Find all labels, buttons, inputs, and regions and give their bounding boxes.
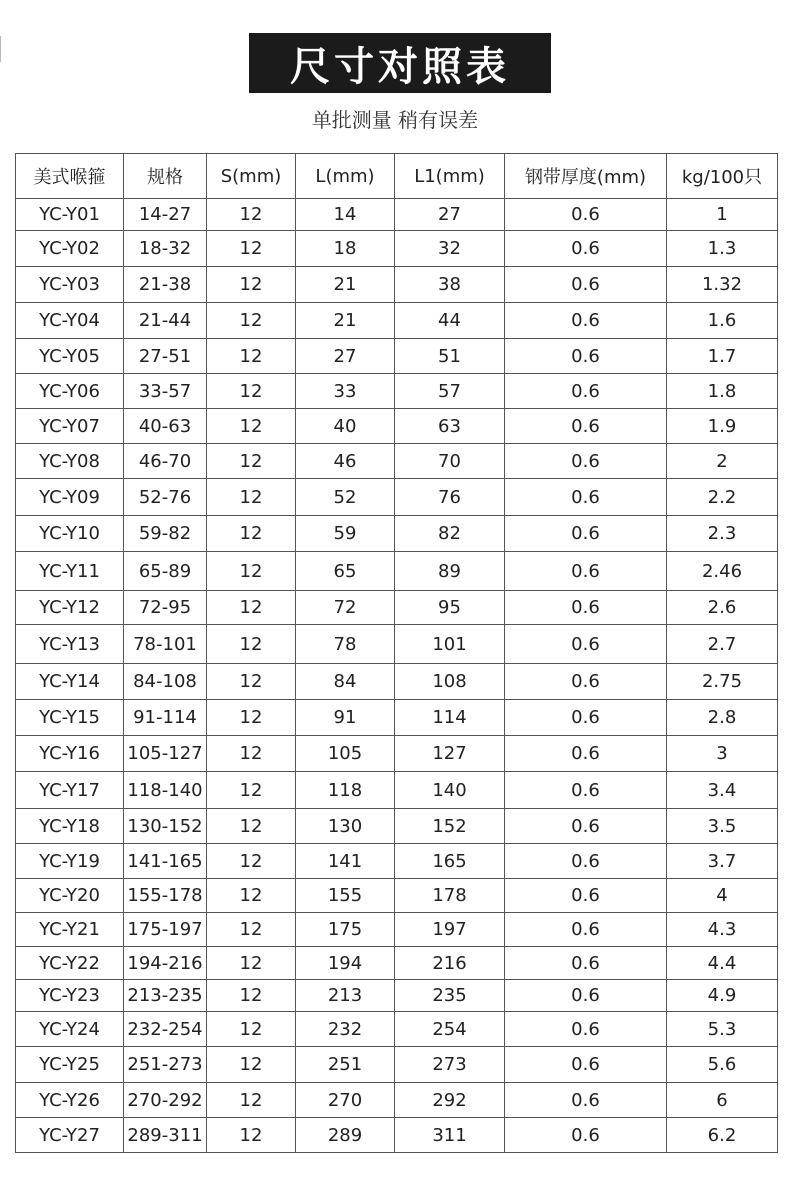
cell-s: 12 (207, 913, 296, 947)
cell-weight: 4.9 (667, 980, 778, 1012)
cell-l: 65 (296, 552, 395, 591)
cell-l: 21 (296, 303, 395, 339)
cell-l1: 89 (395, 552, 505, 591)
cell-weight: 5.6 (667, 1047, 778, 1083)
cell-thickness: 0.6 (505, 844, 667, 879)
cell-model: YC-Y19 (16, 844, 124, 879)
cell-thickness: 0.6 (505, 913, 667, 947)
cell-thickness: 0.6 (505, 552, 667, 591)
cell-weight: 2 (667, 444, 778, 479)
page-title: 尺寸对照表 (249, 33, 551, 93)
cell-thickness: 0.6 (505, 664, 667, 700)
table-row (16, 1047, 778, 1083)
cell-l1: 27 (395, 199, 505, 231)
cell-l: 270 (296, 1083, 395, 1118)
cell-l1: 32 (395, 231, 505, 267)
cell-s: 12 (207, 947, 296, 980)
cell-spec: 194-216 (124, 947, 207, 980)
cell-thickness: 0.6 (505, 1083, 667, 1118)
cell-model: YC-Y22 (16, 947, 124, 980)
table-row (16, 736, 778, 772)
table-row (16, 479, 778, 516)
cell-thickness: 0.6 (505, 980, 667, 1012)
cell-l: 21 (296, 267, 395, 303)
cell-l: 72 (296, 591, 395, 625)
table-header-row (16, 154, 778, 199)
cell-thickness: 0.6 (505, 267, 667, 303)
cell-s: 12 (207, 267, 296, 303)
cell-l: 130 (296, 809, 395, 844)
cell-l1: 82 (395, 516, 505, 552)
cell-thickness: 0.6 (505, 625, 667, 664)
cell-l: 18 (296, 231, 395, 267)
cell-l: 213 (296, 980, 395, 1012)
cell-s: 12 (207, 1083, 296, 1118)
header-l1: L1(mm) (395, 154, 505, 199)
cell-s: 12 (207, 1118, 296, 1153)
cell-weight: 3.4 (667, 772, 778, 809)
cell-s: 12 (207, 303, 296, 339)
cell-spec: 91-114 (124, 700, 207, 736)
cell-s: 12 (207, 879, 296, 913)
cell-s: 12 (207, 516, 296, 552)
cell-model: YC-Y24 (16, 1012, 124, 1047)
cell-weight: 1 (667, 199, 778, 231)
cell-weight: 1.6 (667, 303, 778, 339)
table-row (16, 1083, 778, 1118)
table-row (16, 199, 778, 231)
cell-spec: 46-70 (124, 444, 207, 479)
cell-model: YC-Y17 (16, 772, 124, 809)
cell-model: YC-Y12 (16, 591, 124, 625)
cell-thickness: 0.6 (505, 591, 667, 625)
cell-l: 194 (296, 947, 395, 980)
cell-spec: 84-108 (124, 664, 207, 700)
cell-spec: 155-178 (124, 879, 207, 913)
cell-spec: 175-197 (124, 913, 207, 947)
table-row (16, 809, 778, 844)
cell-spec: 40-63 (124, 409, 207, 444)
cell-model: YC-Y06 (16, 374, 124, 409)
table-row (16, 980, 778, 1012)
cell-thickness: 0.6 (505, 339, 667, 374)
cell-l1: 292 (395, 1083, 505, 1118)
cell-spec: 14-27 (124, 199, 207, 231)
table-row (16, 879, 778, 913)
cell-l1: 311 (395, 1118, 505, 1153)
cell-s: 12 (207, 199, 296, 231)
cell-thickness: 0.6 (505, 516, 667, 552)
cell-l1: 273 (395, 1047, 505, 1083)
cell-l: 118 (296, 772, 395, 809)
cell-l: 84 (296, 664, 395, 700)
cell-s: 12 (207, 809, 296, 844)
cell-thickness: 0.6 (505, 199, 667, 231)
cell-s: 12 (207, 552, 296, 591)
cell-weight: 1.9 (667, 409, 778, 444)
cell-model: YC-Y11 (16, 552, 124, 591)
cell-weight: 4.4 (667, 947, 778, 980)
cell-thickness: 0.6 (505, 879, 667, 913)
header-l: L(mm) (296, 154, 395, 199)
cell-l1: 38 (395, 267, 505, 303)
cell-s: 12 (207, 1047, 296, 1083)
cell-s: 12 (207, 980, 296, 1012)
cell-weight: 4 (667, 879, 778, 913)
cell-l1: 197 (395, 913, 505, 947)
cell-l: 105 (296, 736, 395, 772)
cell-weight: 6.2 (667, 1118, 778, 1153)
cell-l1: 70 (395, 444, 505, 479)
table-row (16, 1012, 778, 1047)
cell-model: YC-Y07 (16, 409, 124, 444)
cell-weight: 4.3 (667, 913, 778, 947)
cell-l1: 127 (395, 736, 505, 772)
cell-weight: 3.5 (667, 809, 778, 844)
cell-l: 52 (296, 479, 395, 516)
cell-thickness: 0.6 (505, 809, 667, 844)
cell-thickness: 0.6 (505, 444, 667, 479)
cell-spec: 105-127 (124, 736, 207, 772)
table-row (16, 303, 778, 339)
table-row (16, 700, 778, 736)
cell-spec: 270-292 (124, 1083, 207, 1118)
cell-spec: 21-38 (124, 267, 207, 303)
cell-spec: 18-32 (124, 231, 207, 267)
table-row (16, 1118, 778, 1153)
cell-l: 40 (296, 409, 395, 444)
cell-spec: 52-76 (124, 479, 207, 516)
cell-thickness: 0.6 (505, 700, 667, 736)
table-row (16, 664, 778, 700)
cell-model: YC-Y16 (16, 736, 124, 772)
size-table (15, 153, 778, 1153)
cell-spec: 251-273 (124, 1047, 207, 1083)
cell-l: 14 (296, 199, 395, 231)
cell-model: YC-Y02 (16, 231, 124, 267)
cell-model: YC-Y05 (16, 339, 124, 374)
cell-thickness: 0.6 (505, 303, 667, 339)
cell-l1: 44 (395, 303, 505, 339)
cell-spec: 289-311 (124, 1118, 207, 1153)
cell-l: 289 (296, 1118, 395, 1153)
cell-thickness: 0.6 (505, 409, 667, 444)
cell-weight: 1.8 (667, 374, 778, 409)
cell-thickness: 0.6 (505, 772, 667, 809)
cell-s: 12 (207, 374, 296, 409)
cell-s: 12 (207, 772, 296, 809)
cell-model: YC-Y13 (16, 625, 124, 664)
cell-l1: 114 (395, 700, 505, 736)
cell-thickness: 0.6 (505, 1047, 667, 1083)
table-row (16, 844, 778, 879)
cell-thickness: 0.6 (505, 374, 667, 409)
header-model: 美式喉箍 (16, 154, 124, 199)
table-row (16, 913, 778, 947)
cell-thickness: 0.6 (505, 736, 667, 772)
cell-model: YC-Y21 (16, 913, 124, 947)
cell-spec: 21-44 (124, 303, 207, 339)
cell-weight: 1.7 (667, 339, 778, 374)
cell-weight: 6 (667, 1083, 778, 1118)
cell-weight: 2.46 (667, 552, 778, 591)
cell-l1: 108 (395, 664, 505, 700)
cell-l: 78 (296, 625, 395, 664)
table-row (16, 516, 778, 552)
table-body (16, 199, 778, 1153)
cell-l: 251 (296, 1047, 395, 1083)
cell-model: YC-Y25 (16, 1047, 124, 1083)
cell-s: 12 (207, 591, 296, 625)
header-spec: 规格 (124, 154, 207, 199)
cell-weight: 2.3 (667, 516, 778, 552)
cell-l: 175 (296, 913, 395, 947)
cell-l: 155 (296, 879, 395, 913)
cell-l1: 152 (395, 809, 505, 844)
cell-model: YC-Y03 (16, 267, 124, 303)
cell-s: 12 (207, 625, 296, 664)
cell-weight: 2.2 (667, 479, 778, 516)
cell-spec: 27-51 (124, 339, 207, 374)
cell-thickness: 0.6 (505, 1118, 667, 1153)
cell-l: 141 (296, 844, 395, 879)
cell-l1: 178 (395, 879, 505, 913)
cell-l1: 95 (395, 591, 505, 625)
cell-l1: 51 (395, 339, 505, 374)
header-weight: kg/100只 (667, 154, 778, 199)
cell-s: 12 (207, 844, 296, 879)
cell-model: YC-Y26 (16, 1083, 124, 1118)
cell-weight: 2.7 (667, 625, 778, 664)
cell-model: YC-Y23 (16, 980, 124, 1012)
table-row (16, 591, 778, 625)
cell-spec: 78-101 (124, 625, 207, 664)
cell-s: 12 (207, 444, 296, 479)
page-subtitle: 单批测量 稍有误差 (311, 108, 479, 132)
table-row (16, 267, 778, 303)
cell-l1: 165 (395, 844, 505, 879)
table-row (16, 409, 778, 444)
cell-l1: 76 (395, 479, 505, 516)
cell-l1: 140 (395, 772, 505, 809)
cell-weight: 3 (667, 736, 778, 772)
cell-model: YC-Y01 (16, 199, 124, 231)
cell-s: 12 (207, 664, 296, 700)
cell-l1: 235 (395, 980, 505, 1012)
table-row (16, 772, 778, 809)
cell-thickness: 0.6 (505, 1012, 667, 1047)
header-s: S(mm) (207, 154, 296, 199)
cell-s: 12 (207, 409, 296, 444)
cell-model: YC-Y15 (16, 700, 124, 736)
cell-spec: 33-57 (124, 374, 207, 409)
cell-l: 59 (296, 516, 395, 552)
cell-l1: 63 (395, 409, 505, 444)
cell-l: 91 (296, 700, 395, 736)
table-row (16, 444, 778, 479)
cell-model: YC-Y20 (16, 879, 124, 913)
cell-spec: 130-152 (124, 809, 207, 844)
cell-model: YC-Y08 (16, 444, 124, 479)
cell-spec: 213-235 (124, 980, 207, 1012)
header-thickness: 钢带厚度(mm) (505, 154, 667, 199)
cell-spec: 65-89 (124, 552, 207, 591)
cell-model: YC-Y10 (16, 516, 124, 552)
table-row (16, 552, 778, 591)
cell-s: 12 (207, 479, 296, 516)
cell-s: 12 (207, 700, 296, 736)
cell-l1: 101 (395, 625, 505, 664)
table-row (16, 231, 778, 267)
cell-model: YC-Y04 (16, 303, 124, 339)
cell-weight: 2.75 (667, 664, 778, 700)
cell-model: YC-Y09 (16, 479, 124, 516)
cell-s: 12 (207, 1012, 296, 1047)
cell-l1: 57 (395, 374, 505, 409)
cell-model: YC-Y18 (16, 809, 124, 844)
table-row (16, 339, 778, 374)
cell-weight: 2.6 (667, 591, 778, 625)
cell-l: 46 (296, 444, 395, 479)
cell-thickness: 0.6 (505, 479, 667, 516)
cell-weight: 1.3 (667, 231, 778, 267)
edge-divider (0, 36, 1, 62)
cell-s: 12 (207, 736, 296, 772)
cell-weight: 1.32 (667, 267, 778, 303)
cell-model: YC-Y27 (16, 1118, 124, 1153)
cell-weight: 3.7 (667, 844, 778, 879)
cell-l: 232 (296, 1012, 395, 1047)
cell-l1: 216 (395, 947, 505, 980)
cell-spec: 232-254 (124, 1012, 207, 1047)
cell-thickness: 0.6 (505, 231, 667, 267)
cell-l: 33 (296, 374, 395, 409)
cell-spec: 118-140 (124, 772, 207, 809)
cell-spec: 72-95 (124, 591, 207, 625)
cell-weight: 5.3 (667, 1012, 778, 1047)
cell-spec: 59-82 (124, 516, 207, 552)
cell-l1: 254 (395, 1012, 505, 1047)
table-row (16, 374, 778, 409)
table-row (16, 625, 778, 664)
cell-model: YC-Y14 (16, 664, 124, 700)
cell-thickness: 0.6 (505, 947, 667, 980)
cell-s: 12 (207, 339, 296, 374)
cell-weight: 2.8 (667, 700, 778, 736)
cell-s: 12 (207, 231, 296, 267)
table-row (16, 947, 778, 980)
cell-spec: 141-165 (124, 844, 207, 879)
cell-l: 27 (296, 339, 395, 374)
